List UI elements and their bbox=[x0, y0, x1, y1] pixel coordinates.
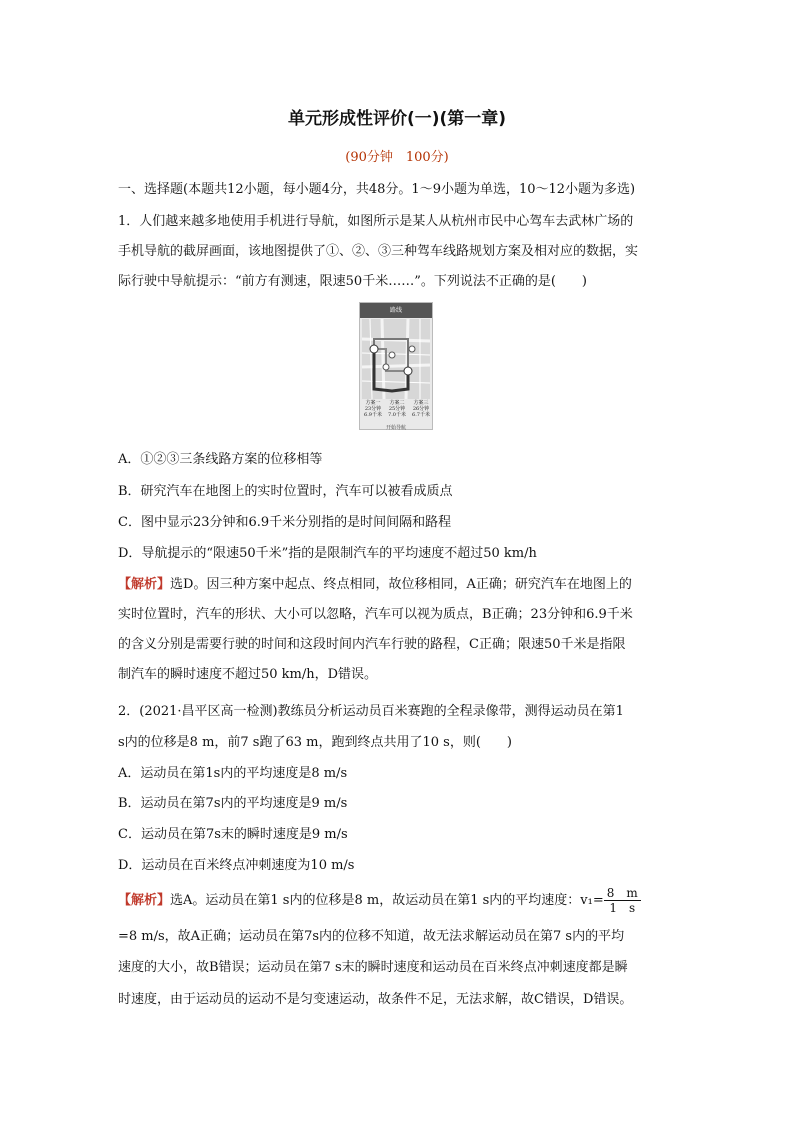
q2-analysis-line: 【解析】选A。运动员在第1 s内的位移是8 m，故运动员在第1 s内的平均速度：v₁= $\frac{8 m}{1 s}$ bbox=[118, 886, 641, 915]
q2-option-b: B．运动员在第7s内的平均速度是9 m/s bbox=[118, 796, 348, 811]
velocity-fraction: $\frac{8 m}{1 s}$ bbox=[604, 886, 641, 915]
phone-header-bar bbox=[360, 303, 432, 318]
q2-option-c: C．运动员在第7s末的瞬时速度是9 m/s bbox=[118, 827, 348, 842]
q1-option-c: C．图中显示23分钟和6.9千米分别指的是时间间隔和路程 bbox=[118, 515, 452, 530]
page-title: 单元形成性评价(一)(第一章) bbox=[287, 109, 507, 129]
section-heading: 一、选择题(本题共12小题，每小题4分，共48分。1～9小题为单选，10～12小题为多选) bbox=[118, 182, 636, 197]
phone-header-title: 路线 bbox=[389, 307, 402, 314]
route-map-drawing bbox=[362, 319, 430, 399]
route-map bbox=[362, 319, 430, 399]
q2-option-a: A．运动员在第1s内的平均速度是8 m/s bbox=[118, 766, 348, 781]
q2-stem-line: 2．(2021·昌平区高一检测)教练员分析运动员百米赛跑的全程录像带，测得运动员在第1 bbox=[118, 704, 624, 719]
q1-option-a: A．①②③三条线路方案的位移相等 bbox=[118, 452, 323, 467]
route-option: 方案二 25分钟 7.0千米 bbox=[388, 400, 406, 418]
q2-analysis-line: 时速度，由于运动员的运动不是匀变速运动，故条件不足，无法求解，故C错误，D错误。 bbox=[118, 992, 633, 1007]
q1-analysis-line: 的含义分别是需要行驶的时间和这段时间内汽车行驶的路程，C正确；限速50千米是指限 bbox=[118, 637, 626, 652]
analysis-tag: 【解析】 bbox=[118, 577, 171, 592]
navigation-screenshot-figure bbox=[359, 302, 433, 430]
q1-stem-line: 手机导航的截屏画面，该地图提供了①、②、③三种驾车线路规划方案及相对应的数据，实 bbox=[118, 244, 639, 259]
route-options bbox=[361, 400, 433, 418]
q1-stem-line: 1．人们越来越多地使用手机进行导航，如图所示是某人从杭州市民中心驾车去武林广场的 bbox=[118, 214, 634, 229]
q1-analysis-line: 制汽车的瞬时速度不超过50 km/h，D错误。 bbox=[118, 667, 378, 682]
analysis-tag: 【解析】 bbox=[118, 893, 171, 908]
route-option: 方案一 23分钟 6.9千米 bbox=[364, 400, 382, 418]
start-navigation-label: 开始导航 bbox=[385, 425, 406, 431]
exam-duration-score: (90分钟 100分) bbox=[345, 150, 449, 165]
q2-analysis-line: 速度的大小，故B错误；运动员在第7 s末的瞬时速度和运动员在百米终点冲刺速度都是瞬 bbox=[118, 960, 628, 975]
q2-analysis-line: =8 m/s，故A正确；运动员在第7s内的位移不知道，故无法求解运动员在第7 s内的平均 bbox=[118, 929, 625, 944]
q2-stem-line: s内的位移是8 m，前7 s跑了63 m，跑到终点共用了10 s，则( ) bbox=[118, 735, 512, 750]
q1-analysis-line: 实时位置时，汽车的形状、大小可以忽略，汽车可以视为质点，B正确；23分钟和6.9千米 bbox=[118, 607, 633, 622]
q1-option-b: B．研究汽车在地图上的实时位置时，汽车可以被看成质点 bbox=[118, 484, 453, 499]
route-option: 方案三 26分钟 6.7千米 bbox=[412, 400, 430, 418]
q1-option-d: D．导航提示的“限速50千米”指的是限制汽车的平均速度不超过50 km/h bbox=[118, 546, 537, 561]
q1-analysis-line: 【解析】选D。因三种方案中起点、终点相同，故位移相同，A正确；研究汽车在地图上的 bbox=[118, 577, 632, 592]
q2-option-d: D．运动员在百米终点冲刺速度为10 m/s bbox=[118, 858, 355, 873]
q1-stem-line: 际行驶中导航提示：“前方有测速，限速50千米……”。下列说法不正确的是( ) bbox=[118, 274, 587, 289]
